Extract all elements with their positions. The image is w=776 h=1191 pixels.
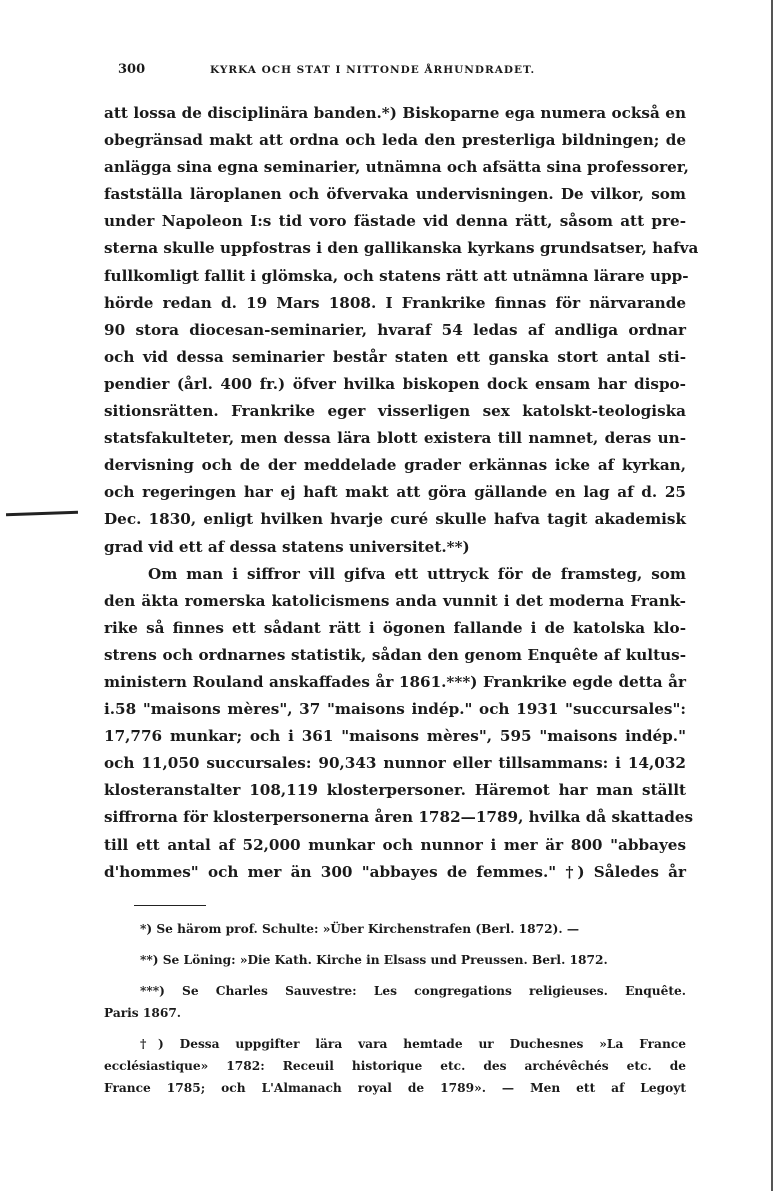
- text-line: rike så finnes ett sådant rätt i ögonen fallande i de katolska klo-: [104, 618, 686, 637]
- text-line-paragraph-end: grad vid ett af dessa statens universitet.**): [104, 537, 470, 556]
- footnote-line: †) Dessa uppgifter lära vara hemtade ur Duchesnes »La France: [140, 1037, 686, 1051]
- text-line: hörde redan d. 19 Mars 1808. I Frankrike finnas för närvarande: [104, 293, 686, 312]
- text-line: sterna skulle uppfostras i den gallikanska kyrkans grundsatser, hafva: [104, 239, 699, 258]
- text-line: den äkta romerska katolicismens anda vunnit i det moderna Frank-: [104, 591, 686, 610]
- text-line: och 11,050 succursales: 90,343 nunnor eller tillsammans: i 14,032: [104, 754, 686, 773]
- footnote-line: ***) Se Charles Sauvestre: Les congregations religieuses. Enquête.: [140, 984, 686, 998]
- text-line: fastställa läroplanen och öfvervaka undervisningen. De vilkor, som: [104, 185, 686, 204]
- footnote-line: Paris 1867.: [104, 1006, 182, 1020]
- text-line: dervisning och de der meddelade grader erkännas icke af kyrkan,: [104, 456, 686, 475]
- text-line: 90 stora diocesan-seminarier, hvaraf 54 ledas af andliga ordnar: [104, 320, 686, 339]
- footnote-2: [104, 949, 686, 971]
- text-line: Dec. 1830, enligt hvilken hvarje curé skulle hafva tagit akademisk: [104, 510, 686, 529]
- page-edge-line: [771, 0, 773, 1191]
- text-line: d'hommes" och mer än 300 "abbayes de femmes." †) Således år: [104, 862, 686, 881]
- margin-pen-mark: [6, 511, 78, 517]
- page-number: 300: [118, 62, 146, 77]
- footnotes: [104, 918, 686, 1108]
- text-line: strens och ordnarnes statistik, sådan den genom Enquête af kultus-: [104, 645, 686, 664]
- page-header: [118, 62, 618, 82]
- main-text: [104, 100, 699, 886]
- text-line: till ett antal af 52,000 munkar och nunnor i mer är 800 "abbayes: [104, 835, 686, 854]
- footnote-line: *) Se härom prof. Schulte: »Über Kirchenstrafen (Berl. 1872). —: [140, 922, 580, 936]
- footnote-4: [104, 1033, 686, 1099]
- text-line: ministern Rouland anskaffades år 1861.***) Frankrike egde detta år: [104, 672, 686, 691]
- footnote-line: **) Se Löning: »Die Kath. Kirche in Elsass und Preussen. Berl. 1872.: [140, 953, 608, 967]
- text-line: under Napoleon I:s tid voro fästade vid denna rätt, såsom att pre-: [104, 212, 686, 231]
- text-line: och regeringen har ej haft makt att göra gällande en lag af d. 25: [104, 483, 686, 502]
- text-line: att lossa de disciplinära banden.*) Biskoparne ega numera också en: [104, 104, 686, 122]
- footnote-line: ecclésiastique» 1782: Receuil historique etc. des archévêchés etc. de: [104, 1059, 686, 1073]
- footnote-1: [104, 918, 686, 940]
- text-line: pendier (årl. 400 fr.) öfver hvilka biskopen dock ensam har dispo-: [104, 374, 686, 393]
- text-line: siffrorna för klosterpersonerna åren 1782—1789, hvilka då skattades: [104, 808, 694, 827]
- text-line: 17,776 munkar; och i 361 "maisons mères", 595 "maisons indép.": [104, 727, 686, 746]
- text-line: sitionsrätten. Frankrike eger visserligen sex katolskt-teologiska: [104, 402, 686, 421]
- footnote-line: France 1785; och L'Almanach royal de 1789». — Men ett af Legoyt: [104, 1081, 686, 1095]
- text-line: och vid dessa seminarier består staten ett ganska stort antal sti-: [104, 347, 686, 366]
- text-line: obegränsad makt att ordna och leda den presterliga bildningen; de: [104, 131, 686, 150]
- text-line: i.58 "maisons mères", 37 "maisons indép." och 1931 "succursales":: [104, 700, 686, 719]
- text-line: anlägga sina egna seminarier, utnämna och afsätta sina professorer,: [104, 158, 689, 177]
- text-line-paragraph-start: Om man i siffror vill gifva ett uttryck för de framsteg, som: [148, 564, 686, 583]
- text-line: klosteranstalter 108,119 klosterpersoner. Häremot har man ställt: [104, 781, 686, 800]
- text-line: statsfakulteter, men dessa lära blott existera till namnet, deras un-: [104, 429, 686, 448]
- text-line: fullkomligt fallit i glömska, och statens rätt att utnämna lärare upp-: [104, 266, 689, 285]
- footnote-3: [104, 980, 686, 1024]
- running-title: KYRKA OCH STAT I NITTONDE ÅRHUNDRADET.: [210, 64, 536, 76]
- footnote-rule: [134, 905, 206, 906]
